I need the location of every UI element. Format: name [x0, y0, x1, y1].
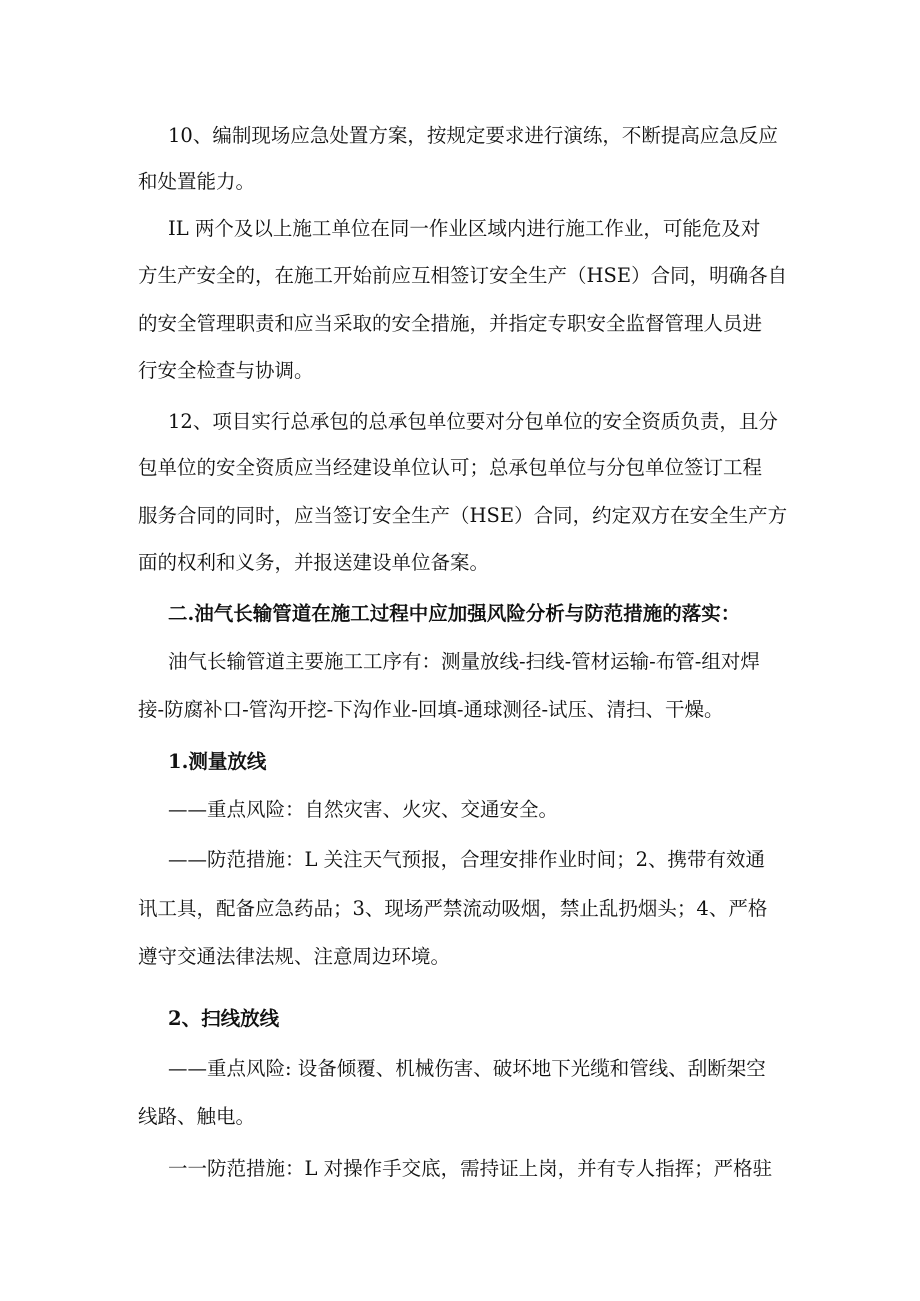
- clearing-measures-line-1: 一一防范措施：L 对操作手交底，需持证上岗，并有专人指挥；严格驻: [168, 1157, 773, 1180]
- para-11-line-1: IL 两个及以上施工单位在同一作业区域内进行施工作业，可能危及对: [168, 217, 761, 240]
- para-11-line-4: 行安全检查与协调。: [138, 359, 314, 382]
- process-line-2: 接-防腐补口-管沟开挖-下沟作业-回填-通球测径-试压、清扫、干燥。: [138, 698, 724, 721]
- para-12-line-2: 包单位的安全资质应当经建设单位认可；总承包单位与分包单位签订工程: [138, 456, 763, 479]
- para-12-line-1: 12、项目实行总承包的总承包单位要对分包单位的安全资质负责，且分: [168, 410, 778, 433]
- para-10-line-2: 和处置能力。: [138, 170, 256, 193]
- clearing-risk-line-1: ——重点风险: 设备倾覆、机械伤害、破坏地下光缆和管线、刮断架空: [168, 1057, 766, 1080]
- section-heading: 二.油气长输管道在施工过程中应加强风险分析与防范措施的落实：: [168, 602, 741, 625]
- survey-risk-line: ——重点风险：自然灾害、火灾、交通安全。: [168, 798, 559, 821]
- para-12-line-4: 面的权利和义务，并报送建设单位备案。: [138, 551, 490, 574]
- survey-measures-line-2: 讯工具，配备应急药品；3、现场严禁流动吸烟，禁止乱扔烟头；4、严格: [138, 897, 768, 920]
- para-11-line-2: 方生产安全的，在施工开始前应互相签订安全生产（HSE）合同，明确各自: [138, 264, 788, 287]
- para-10-line-1: 10、编制现场应急处置方案，按规定要求进行演练，不断提高应急反应: [168, 124, 778, 147]
- subheading-clearing: 2、扫线放线: [168, 1007, 280, 1030]
- process-line-1: 油气长输管道主要施工工序有：测量放线-扫线-管材运输-布管-组对焊: [168, 650, 760, 673]
- para-11-line-3: 的安全管理职责和应当采取的安全措施，并指定专职安全监督管理人员进: [138, 312, 763, 335]
- para-12-line-3: 服务合同的同时，应当签订安全生产（HSE）合同，约定双方在安全生产方: [138, 504, 788, 527]
- clearing-risk-line-2: 线路、触电。: [138, 1105, 256, 1128]
- survey-measures-line-1: ——防范措施：L 关注天气预报，合理安排作业时间；2、携带有效通: [168, 848, 766, 871]
- survey-measures-line-3: 遵守交通法律法规、注意周边环境。: [138, 945, 451, 968]
- subheading-survey: 1.测量放线: [168, 750, 267, 773]
